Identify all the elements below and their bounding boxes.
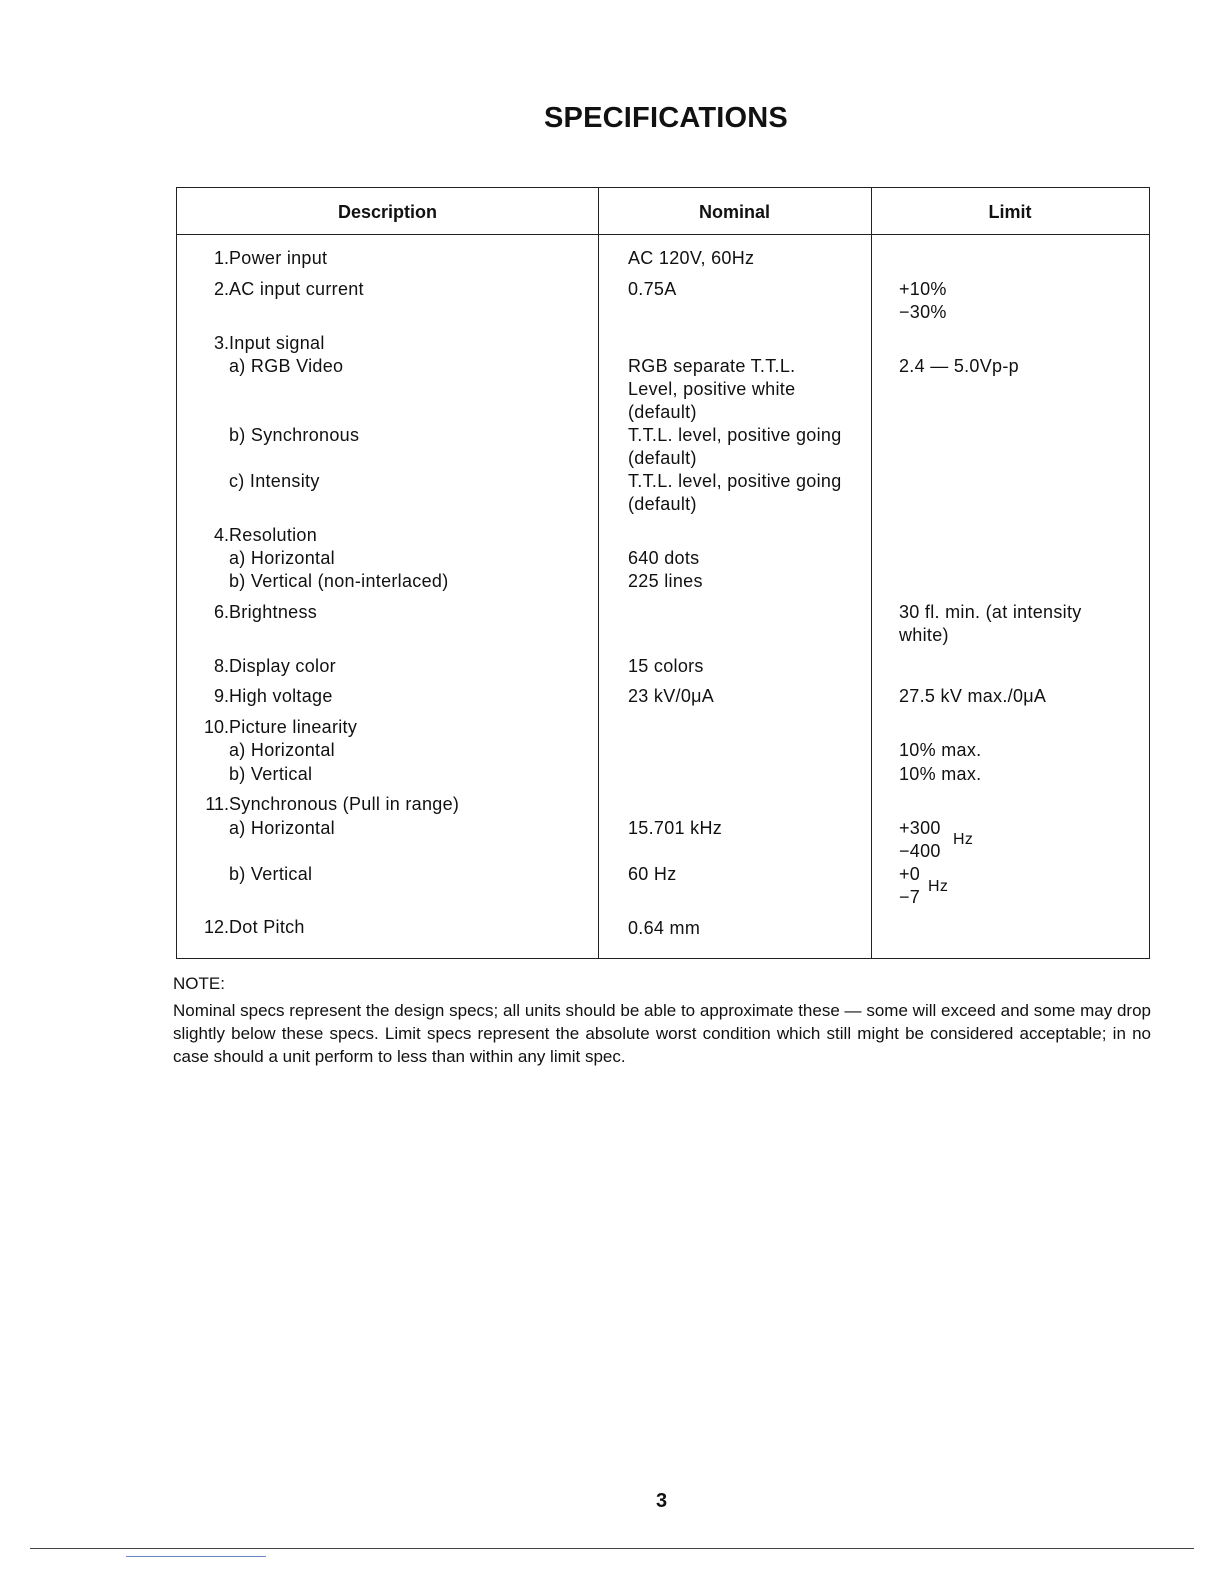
row-description: a) Horizontal — [229, 548, 335, 568]
row-description: a) Horizontal — [229, 740, 335, 760]
note-text: Nominal specs represent the design specs; all units should be able to approximate these — some will exceed and some may drop slightly below these specs. Limit specs represent the absolute worst condition which still might be considered acceptable; in no case should a unit perform to less than within any limit spec. — [173, 1001, 1151, 1066]
row-number: 10. — [203, 717, 229, 737]
row-description: AC input current — [229, 279, 364, 299]
row-description: b) Vertical — [229, 764, 313, 784]
note-label: NOTE: — [173, 974, 225, 993]
footer-divider — [30, 1548, 1194, 1549]
specifications-table — [176, 187, 1150, 959]
row-number: 1. — [213, 248, 229, 268]
row-description: b) Vertical (non-interlaced) — [229, 571, 449, 591]
row-nominal: 640 dots — [628, 548, 700, 568]
header-description: Description — [337, 202, 438, 222]
header-limit: Limit — [988, 202, 1032, 222]
row-description: Input signal — [229, 333, 325, 353]
row-description: Display color — [229, 656, 336, 676]
row-nominal: Level, positive white — [628, 379, 796, 399]
row-nominal: 0.75A — [628, 279, 677, 299]
row-nominal: 60 Hz — [628, 864, 677, 884]
page-number: 3 — [656, 1490, 668, 1512]
row-description: b) Synchronous — [229, 425, 360, 445]
row-number: 9. — [213, 686, 229, 706]
column-divider — [598, 188, 599, 958]
row-description: High voltage — [229, 686, 333, 706]
row-description: Picture linearity — [229, 717, 358, 737]
row-limit: −30% — [899, 302, 947, 322]
row-limit-unit: Hz — [928, 878, 949, 895]
row-number: 6. — [213, 602, 229, 622]
row-number: 3. — [213, 333, 229, 353]
row-description: c) Intensity — [229, 471, 320, 491]
row-description: a) Horizontal — [229, 818, 335, 838]
row-number: 8. — [213, 656, 229, 676]
row-nominal: (default) — [628, 402, 697, 422]
row-nominal: 15.701 kHz — [628, 818, 723, 838]
page-title: SPECIFICATIONS — [544, 102, 788, 134]
header-nominal: Nominal — [698, 202, 770, 222]
row-description: Synchronous (Pull in range) — [229, 794, 460, 814]
row-limit: white) — [899, 625, 949, 645]
row-number: 2. — [213, 279, 229, 299]
row-limit: −7 — [899, 887, 921, 907]
row-limit-unit: Hz — [953, 831, 974, 848]
row-number: 11. — [205, 794, 229, 814]
footer-accent-line — [126, 1556, 266, 1557]
row-limit: 27.5 kV max./0μA — [899, 686, 1047, 706]
row-limit: 2.4 — 5.0Vp-p — [899, 356, 1019, 376]
row-description: Brightness — [229, 602, 318, 622]
row-limit: +0 — [899, 864, 921, 884]
row-limit: +10% — [899, 279, 947, 299]
row-description: a) RGB Video — [229, 356, 344, 376]
header-divider — [177, 234, 1149, 235]
column-divider — [871, 188, 872, 958]
row-nominal: 0.64 mm — [628, 918, 701, 938]
row-limit: 10% max. — [899, 764, 982, 784]
row-nominal: RGB separate T.T.L. — [628, 356, 796, 376]
row-nominal: 225 lines — [628, 571, 703, 591]
row-number: 4. — [213, 525, 229, 545]
row-nominal: (default) — [628, 448, 697, 468]
row-nominal: 23 kV/0μA — [628, 686, 715, 706]
row-nominal: (default) — [628, 494, 697, 514]
row-description: b) Vertical — [229, 864, 313, 884]
row-limit: 30 fl. min. (at intensity — [899, 602, 1082, 622]
row-limit: 10% max. — [899, 740, 982, 760]
row-nominal: T.T.L. level, positive going — [628, 471, 842, 491]
row-nominal: AC 120V, 60Hz — [628, 248, 755, 268]
row-limit: +300 — [899, 818, 941, 838]
row-limit: −400 — [899, 841, 941, 861]
row-nominal: T.T.L. level, positive going — [628, 425, 842, 445]
row-description: Dot Pitch — [229, 917, 305, 937]
row-nominal: 15 colors — [628, 656, 704, 676]
row-number: 12. — [203, 917, 229, 937]
row-description: Resolution — [229, 525, 318, 545]
row-description: Power input — [229, 248, 328, 268]
